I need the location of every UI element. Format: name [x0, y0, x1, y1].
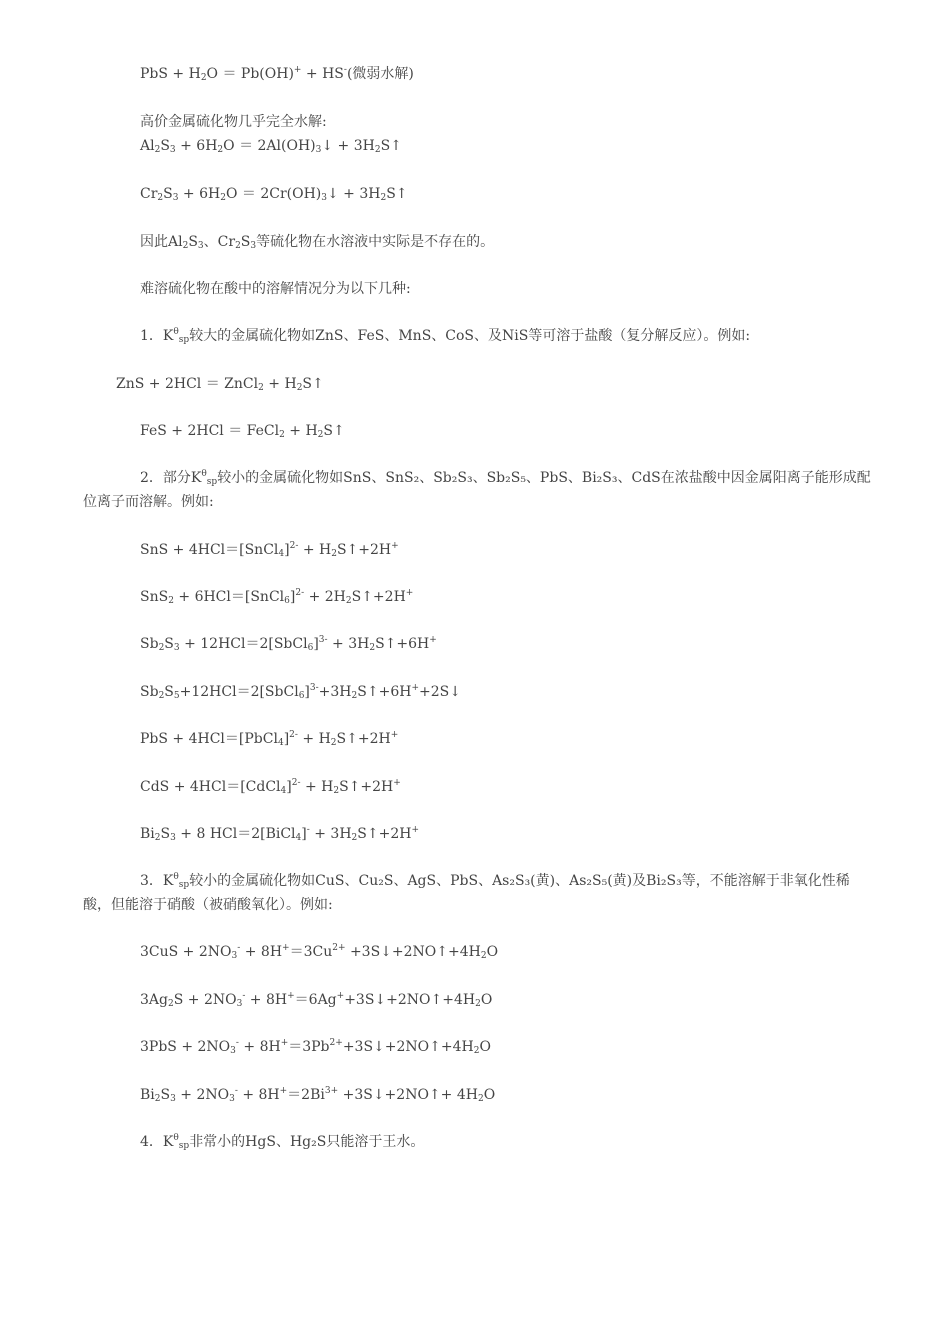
item-4: 4．$K^\theta_{sp}$非常小的HgS、Hg₂S只能溶于王水。 — [140, 1133, 425, 1151]
equation-zns: ZnS + 2HCl ＝ ZnCl$_2$ + $H_2S↑$ — [116, 376, 324, 393]
item-1: 1．$K^\theta_{sp}$较大的金属硫化物如ZnS、FeS、MnS、CoS、及NiS等可溶于盐酸（复分解反应）。例如: — [140, 327, 751, 345]
equation-sb2s3: $Sb_2S_3$ + 12HCl＝2[SbCl$_6$]$^{3-}$ + $3H_2S↑+6H^+$ — [140, 635, 437, 653]
item-2: 2．部分$K^\theta_{sp}$较小的金属硫化物如SnS、SnS₂、Sb₂S₃、Sb₂S₅、PbS、Bi₂S₃、CdS在浓盐酸中因金属阳离子能形成配位离子而溶解。例如: — [83, 469, 871, 510]
equation-cds: CdS + 4HCl＝[CdCl$_4$]$^{2-}$ + $H_2S↑+2H^+$ — [140, 778, 401, 796]
equation-al2s3: $Al_2S_3 + 6H_2O$ ＝ $2Al(OH)_3↓$ + $3H_2S↑$ — [140, 138, 402, 155]
equation-pbs-hcl: PbS + 4HCl＝[PbCl$_4$]$^{2-}$ + $H_2S↑+2H^+$ — [140, 730, 399, 748]
equation-bi2s3-hcl: $Bi_2S_3 + 8$ HCl＝2[BiCl$_4$]- + $3H_2S↑+2H^+$ — [140, 825, 419, 843]
equation-fes: FeS + 2HCl ＝ FeCl$_2$ + $H_2S↑$ — [140, 423, 345, 440]
equation-cr2s3: $Cr_2S_3 + 6H_2O$ ＝ $2Cr(OH)_3↓$ + $3H_2S↑$ — [140, 186, 408, 203]
equation-pbs-hno3: $3PbS + 2NO_3^-$ + $8H^+=3Pb^{2+}+3S↓+2NO↑+4H_2O$ — [140, 1038, 491, 1056]
equation-sb2s5: $Sb_2S_5+12HCl=2[SbCl_6]^{3-}+3H_2S↑+6H^++2S↓$ — [140, 683, 461, 701]
hydrolysis-note: (微弱水解) — [346, 66, 414, 82]
equation-bi2s3-hno3: $Bi_2S_3 + 2NO_3^- + 8H^+=2Bi^{3+}$ +3S↓+2NO↑+ $4H_2O$ — [140, 1086, 496, 1104]
heading-acid-dissolution: 难溶硫化物在酸中的溶解情况分为以下几种: — [140, 281, 411, 297]
item-3: 3．$K^\theta_{sp}$较小的金属硫化物如CuS、Cu₂S、AgS、PbS、As₂S₃(黄)、As₂S₅(黄)及Bi₂S₃等，不能溶解于非氧化性稀酸，但能溶于硝酸（被硝酸氧化）。例如: — [83, 872, 850, 913]
equation-cus: $3CuS + 2NO_3^- + 8H^+=3Cu^{2+}$ $+3S↓+2NO↑+4H_2O$ — [140, 943, 499, 961]
equation-pbs-hydrolysis: PbS + $H_2O = Pb(OH)^+ + HS^-$(微弱水解) — [140, 65, 414, 83]
equation-ag2s: $3Ag_2S + 2NO_3^-$ + $8H^+=6Ag^++3S↓+2NO↑+4H_2O$ — [140, 991, 493, 1009]
heading-high-valence: 高价金属硫化物几乎完全水解: — [140, 114, 327, 130]
equation-sns: SnS + 4HCl＝[SnCl$_4$]$^{2-}$ + $H_2S↑+2H^+$ — [140, 541, 399, 559]
note-not-exist: 因此$Al_2S_3$、$Cr_2S_3$等硫化物在水溶液中实际是不存在的。 — [140, 234, 495, 251]
equation-sns2: SnS$_2$ + 6HCl＝[SnCl$_6$]$^{2-}$ + $2H_2S↑+2H^+$ — [140, 588, 414, 606]
